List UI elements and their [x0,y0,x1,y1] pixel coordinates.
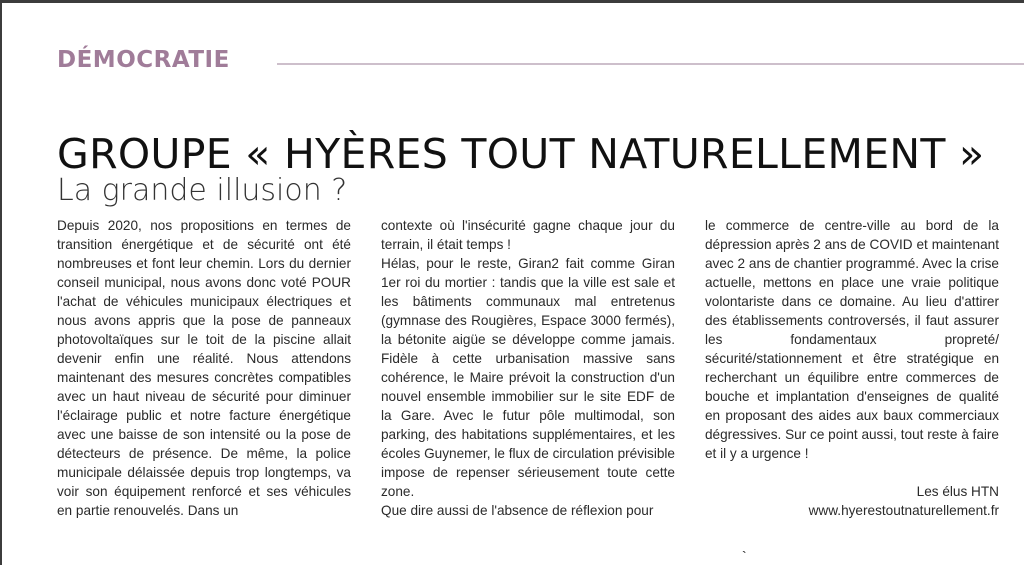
section-divider [277,63,1024,65]
text-column-2 [381,216,675,520]
signature-website: www.hyerestoutnaturellement.fr [808,503,999,518]
article-subtitle: La grande illusion ? [57,173,348,208]
section-label: DÉMOCRATIE [57,47,230,73]
article-title: GROUPE « HYÈRES TOUT NATURELLEMENT » [57,130,985,178]
column-2-paragraph-2: Hélas, pour le reste, Giran2 fait comme Giran 1er roi du mortier : tandis que la ville est sale et les bâtiments communaux mal entretenus (gymnase des Rougières, Espace 3000 fermés), la bétonite aigüe se développe comme jamais. Fidèle à cette urbanisation massive sans cohérence, le Maire prévoit la construction d'un nouvel ensemble immobilier sur le site EDF de la Gare. Avec le futur pôle multimodal, son parking, des habitations supplémentaires, et les écoles Guynemer, le flux de circulation prévisible impose de repenser sérieusement toute cette zone. [381,256,675,499]
column-2-paragraph-1: contexte où l'insécurité gagne chaque jour du terrain, il était temps ! [381,218,675,252]
column-3-paragraph-1: le commerce de centre-ville au bord de la dépression après 2 ans de COVID et maintenant avec 2 ans de chantier programmé. Avec la crise actuelle, mettons en place une vraie politique volontariste dans ce domaine. Au lieu d'attirer des établissements controversés, il faut assurer les fondamentaux propreté/ sécurité/stationnement et être stratégique en recherchant un équilibre entre commerces de bouche et implantation d'enseignes de qualité en proposant des aides aux baux commerciaux dégressives. Sur ce point aussi, tout reste à faire et il y a urgence ! [705,218,999,461]
top-border [0,0,1024,3]
text-column-3 [705,216,999,463]
text-column-1 [57,216,351,520]
signature-block [705,482,999,520]
column-2-paragraph-3: Que dire aussi de l'absence de réflexion pour [381,503,654,518]
signature-author: Les élus HTN [916,484,999,499]
column-1-paragraph-1: Depuis 2020, nos propositions en termes de transition énergétique et de sécurité ont été nombreuses et font leur chemin. Lors du dernier conseil municipal, nous avons donc voté POUR l'achat de véhicules municipaux électriques et nous avons appris que la pose de panneaux photovoltaïques sur le toit de la piscine allait devenir enfin une réalité. Nous attendons maintenant des mesures concrètes compatibles avec un haut niveau de sécurité pour diminuer l'éclairage public et notre facture énergétique avec une baisse de son intensité ou la pose de détecteurs de présence. De même, la police municipale délaissée depuis trop longtemps, va voir son équipement renforcé et ses véhicules en partie renouvelés. Dans un [57,218,351,518]
stray-mark: ` [742,548,747,564]
left-border [0,0,2,565]
